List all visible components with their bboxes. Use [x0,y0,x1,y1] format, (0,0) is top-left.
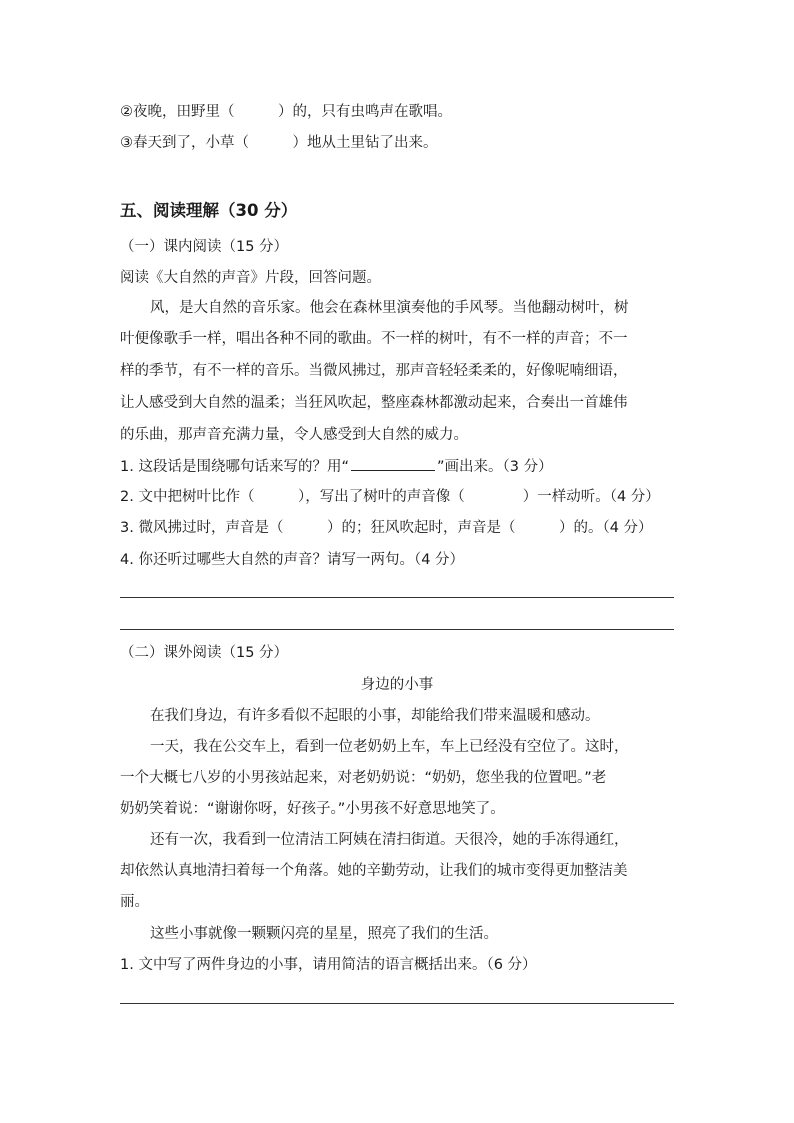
answer-line[interactable] [120,597,674,598]
question-2: 2. 文中把树叶比作（ ），写出了树叶的声音像（ ）一样动听。（4 分） [120,489,660,505]
answer-line[interactable] [120,1003,674,1004]
story-line: 丽。 [120,894,149,910]
answer-underline[interactable] [351,456,435,471]
question-4: 4. 你还听过哪些大自然的声音？请写一两句。（4 分） [120,552,465,568]
part1-instruction: 阅读《大自然的声音》片段，回答问题。 [120,270,381,286]
part2-question-1: 1. 文中写了两件身边的小事，请用简洁的语言概括出来。（6 分） [120,957,537,973]
section-title: 五、阅读理解（30 分） [120,201,298,220]
answer-line[interactable] [120,629,674,630]
question-3: 3. 微风拂过时，声音是（ ）的；狂风吹起时，声音是（ ）的。（4 分） [120,520,653,536]
story-line: 这些小事就像一颗颗闪亮的星星，照亮了我们的生活。 [150,926,498,942]
story-line: 奶奶笑着说：“谢谢你呀，好孩子。”小男孩不好意思地笑了。 [120,801,505,817]
story-line: 一个大概七八岁的小男孩站起来，对老奶奶说：“奶奶，您坐我的位置吧。”老 [120,770,607,786]
story-line: 还有一次，我看到一位清洁工阿姨在清扫街道。天很冷，她的手冻得通红， [150,832,629,848]
part1-heading: （一）课内阅读（15 分） [120,239,289,255]
part2-heading: （二）课外阅读（15 分） [120,645,289,661]
story-line: 在我们身边，有许多看似不起眼的小事，却能给我们带来温暖和感动。 [150,708,600,724]
passage-line: 让人感受到大自然的温柔；当狂风吹起，整座森林都激动起来，合奏出一首雄伟 [120,395,628,411]
passage-line: 风，是大自然的音乐家。他会在森林里演奏他的手风琴。当他翻动树叶，树 [150,300,629,316]
passage-line: 的乐曲，那声音充满力量，令人感受到大自然的威力。 [120,427,468,443]
story-line: 却依然认真地清扫着每一个角落。她的辛勤劳动，让我们的城市变得更加整洁美 [120,863,628,879]
question-1-points: ”画出来。（3 分） [436,459,553,475]
fill-in-item-3: ③春天到了，小草（ ）地从土里钻了出来。 [120,135,438,151]
passage-line: 样的季节，有不一样的音乐。当微风拂过，那声音轻轻柔柔的，好像呢喃细语， [120,363,628,379]
question-1 [120,456,553,477]
question-1-text: 1. 这段话是围绕哪句话来写的？用“ [120,459,349,475]
story-line: 一天，我在公交车上，看到一位老奶奶上车，车上已经没有空位了。这时， [150,739,629,755]
passage-line: 叶便像歌手一样，唱出各种不同的歌曲。不一样的树叶，有不一样的声音；不一 [120,331,628,347]
story-title: 身边的小事 [360,677,434,693]
fill-in-item-2: ②夜晚，田野里（ ）的，只有虫鸣声在歌唱。 [120,104,452,120]
